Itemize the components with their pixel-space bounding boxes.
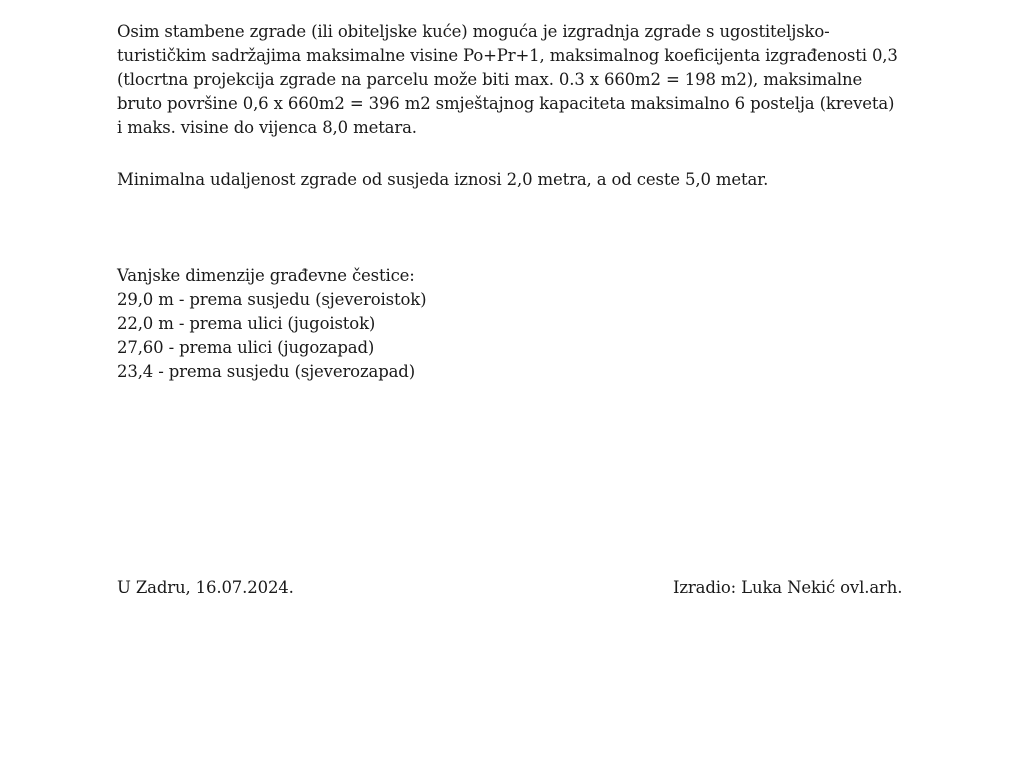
plot-dimension-item: 22,0 m - prema ulici (jugoistok) — [117, 314, 376, 333]
paragraph-line: Minimalna udaljenost zgrade od susjeda iznosi 2,0 metra, a od ceste 5,0 metar. — [117, 170, 769, 189]
paragraph-line: bruto površine 0,6 x 660m2 = 396 m2 smještajnog kapaciteta maksimalno 6 postelja (kreveta) — [117, 94, 895, 113]
setback-distance-paragraph — [117, 168, 768, 192]
paragraph-line: Osim stambene zgrade (ili obiteljske kuće) moguća je izgradnja zgrade s ugostiteljsko- — [117, 22, 830, 41]
plot-dimensions-heading: Vanjske dimenzije građevne čestice: — [117, 266, 415, 285]
paragraph-line: (tlocrtna projekcija zgrade na parcelu može biti max. 0.3 x 660m2 = 198 m2), maksimalne — [117, 70, 863, 89]
place-and-date: U Zadru, 16.07.2024. — [117, 578, 294, 597]
paragraph-line: turističkim sadržajima maksimalne visine Po+Pr+1, maksimalnog koeficijenta izgrađenosti 0,3 — [117, 46, 898, 65]
plot-dimension-item: 27,60 - prema ulici (jugozapad) — [117, 338, 375, 357]
plot-dimensions-list — [117, 264, 426, 384]
building-conditions-paragraph — [117, 20, 898, 140]
plot-dimension-item: 23,4 - prema susjedu (sjeverozapad) — [117, 362, 415, 381]
author-signature-line: Izradio: Luka Nekić ovl.arh. — [673, 578, 903, 597]
paragraph-line: i maks. visine do vijenca 8,0 metara. — [117, 118, 417, 137]
plot-dimension-item: 29,0 m - prema susjedu (sjeveroistok) — [117, 290, 427, 309]
